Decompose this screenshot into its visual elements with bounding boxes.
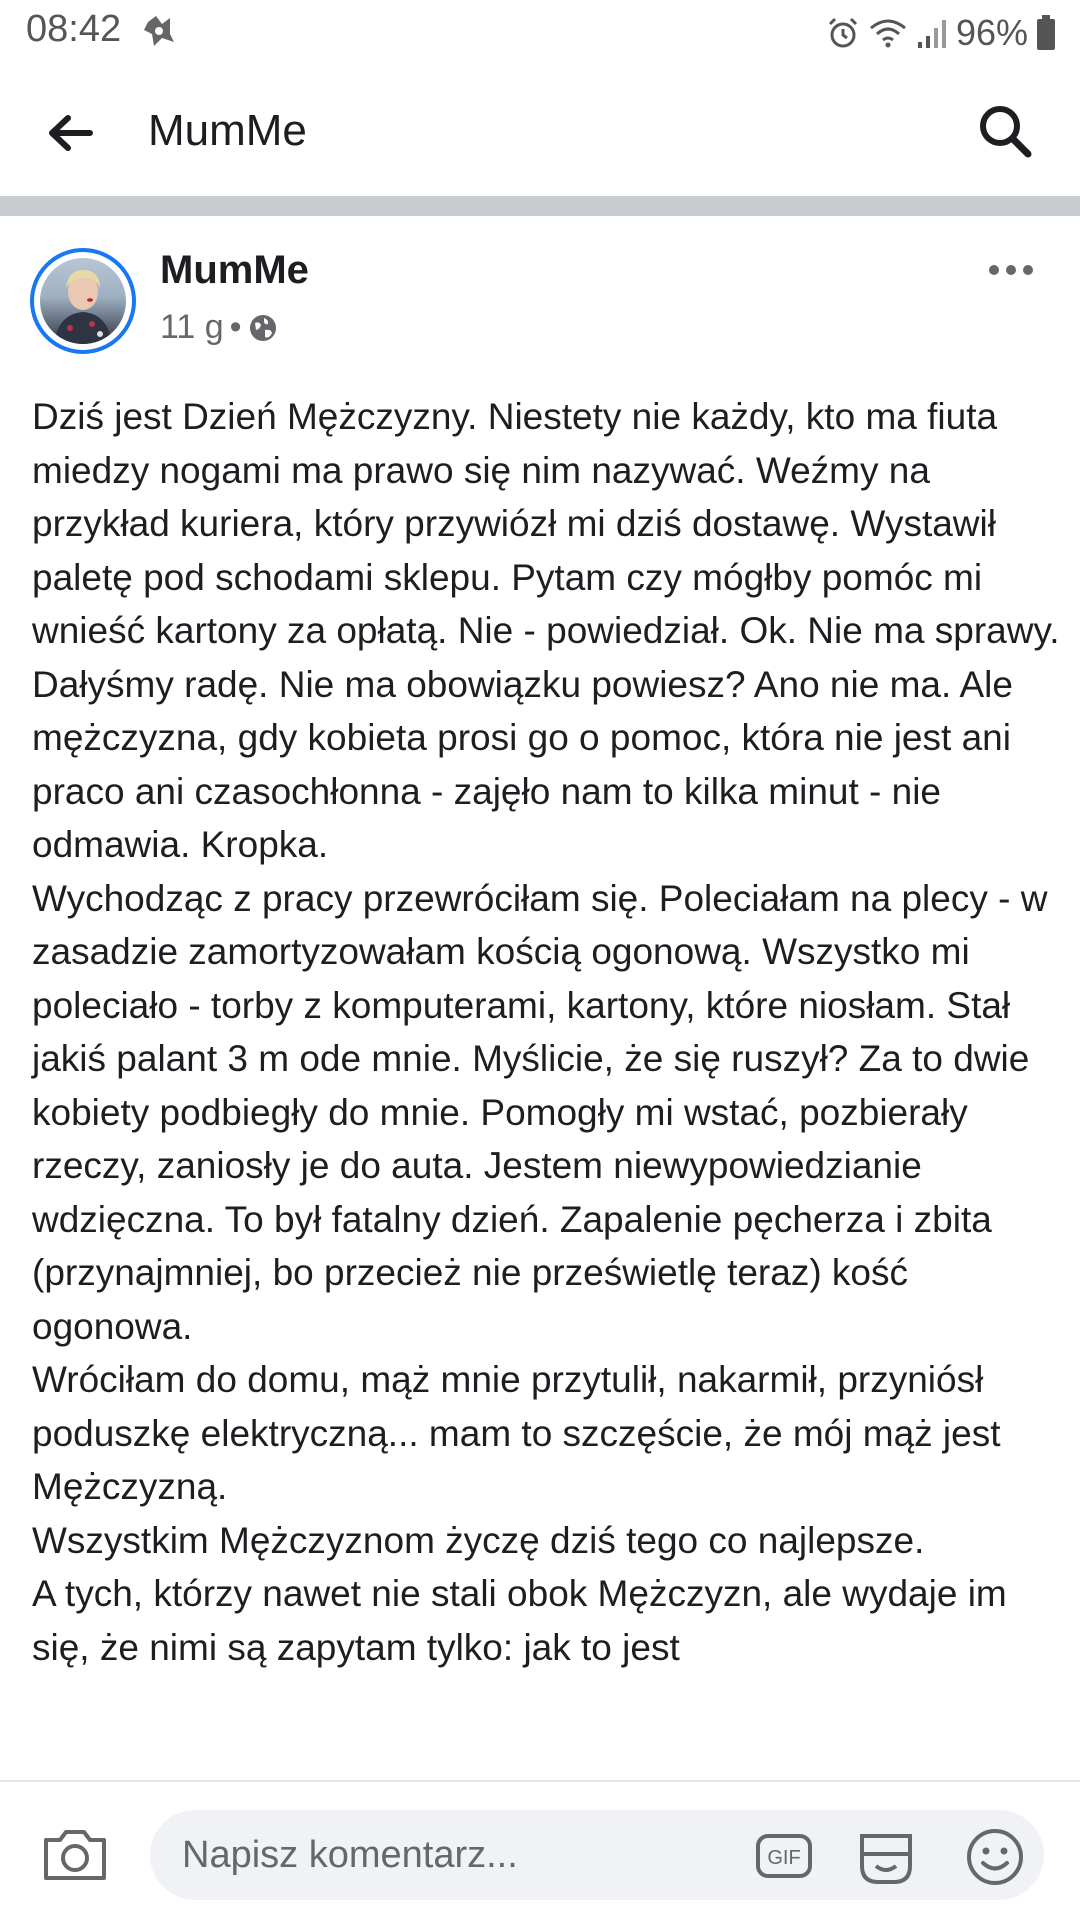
emoji-icon[interactable] bbox=[964, 1826, 1026, 1888]
meta-separator: • bbox=[229, 308, 242, 346]
status-time: 08:42 bbox=[26, 8, 122, 50]
comment-input[interactable] bbox=[150, 1810, 1044, 1900]
notification-icon bbox=[140, 12, 178, 50]
page-title: MumMe bbox=[148, 106, 307, 155]
post-paragraph: Wszystkim Mężczyznom życzę dziś tego co najlepsze. bbox=[32, 1519, 925, 1561]
arrow-left-icon[interactable] bbox=[44, 106, 98, 160]
status-icons bbox=[826, 8, 1056, 58]
post-body bbox=[32, 390, 1062, 1674]
wifi-icon bbox=[868, 16, 908, 50]
avatar-photo bbox=[40, 258, 126, 344]
battery-icon bbox=[1036, 15, 1056, 51]
battery-level: 96% bbox=[955, 12, 1028, 53]
sticker-icon[interactable] bbox=[854, 1826, 918, 1890]
post-time[interactable]: 11 g bbox=[160, 308, 224, 346]
comment-placeholder: Napisz komentarz... bbox=[182, 1834, 518, 1876]
status-bar bbox=[0, 0, 1080, 66]
alarm-icon bbox=[826, 16, 860, 50]
profile-photo-icon bbox=[40, 258, 126, 344]
camera-icon[interactable] bbox=[40, 1824, 110, 1884]
gif-icon[interactable] bbox=[754, 1826, 814, 1886]
comment-bar bbox=[0, 1780, 1080, 1922]
post-paragraph: Dziś jest Dzień Mężczyzny. Niestety nie każdy, kto ma fiuta miedzy nogami ma prawo się nim nazywać. Weźmy na przykład kuriera, który przywiózł mi dziś dostawę. Wystawił paletę pod schodami sklepu. Pytam czy mógłby pomóc mi wnieść kartony za opłatą. Nie - powiedział. Ok. Nie ma sprawy. Dałyśmy radę. Nie ma obowiązku powiesz? Ano nie ma. Ale mężczyzna, gdy kobieta prosi go o pomoc, która nie jest ani praco ani czasochłonna - zajęło nam to kilka minut - nie odmawia. Kropka. bbox=[32, 396, 1060, 865]
signal-icon bbox=[916, 16, 948, 50]
post-meta bbox=[160, 308, 278, 347]
post-paragraph: A tych, którzy nawet nie stali obok Mężczyzn, ale wydaje im się, że nimi są zapytam tylko: jak to jest bbox=[32, 1573, 1007, 1668]
gif-label: GIF bbox=[767, 1847, 801, 1869]
section-divider bbox=[0, 196, 1080, 216]
post-author[interactable]: MumMe bbox=[160, 248, 309, 292]
post-paragraph: Wróciłam do domu, mąż mnie przytulił, nakarmił, przyniósł poduszkę elektryczną... mam to szczęście, że mój mąż jest Mężczyzną. bbox=[32, 1359, 1001, 1507]
app-bar bbox=[0, 66, 1080, 196]
search-icon[interactable] bbox=[976, 102, 1034, 160]
post-paragraph: Wychodząc z pracy przewróciłam się. Poleciałam na plecy - w zasadzie zamortyzowałam kością ogonową. Wszystko mi poleciało - torby z komputerami, kartony, które niosłam. Stał jakiś palant 3 m ode mnie. Myślicie, że się ruszył? Za to dwie kobiety podbiegły do mnie. Pomogły mi wstać, pozbierały rzeczy, zaniosły je do auta. Jestem niewypowiedzianie wdzięczna. To był fatalny dzień. Zapalenie pęcherza i zbita (przynajmniej, bo przecież nie prześwietlę teraz) kość ogonowa. bbox=[32, 877, 1048, 1347]
more-options-icon[interactable] bbox=[986, 256, 1036, 284]
avatar[interactable] bbox=[30, 248, 136, 354]
globe-icon bbox=[248, 313, 278, 343]
